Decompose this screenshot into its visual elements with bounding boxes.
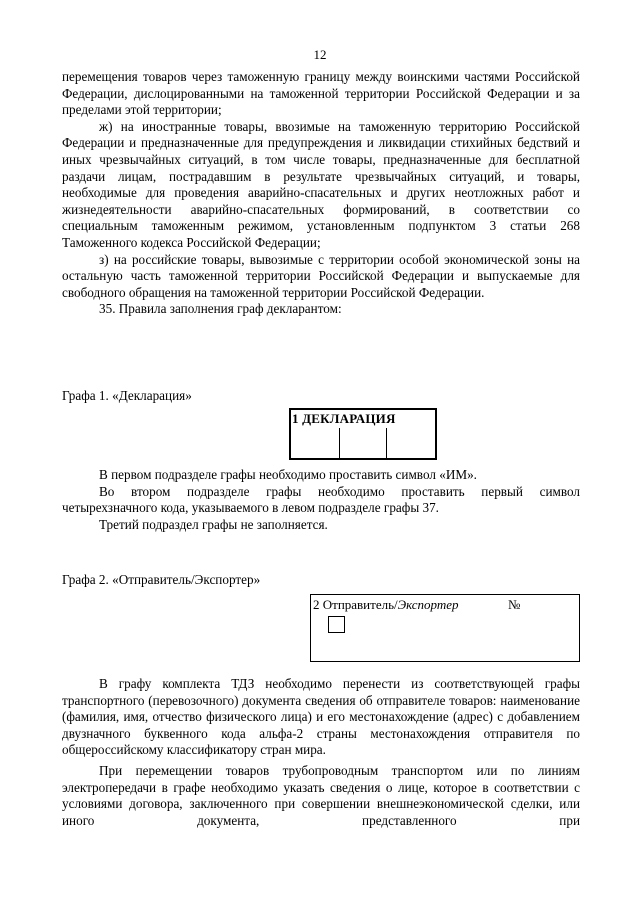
paragraph-continuation: перемещения товаров через таможенную границу между воинскими частями Российской Федерации, дислоцированными на таможенной территории Российской Федерации и за пределами этой территории; — [62, 69, 580, 118]
paragraph-item-zh: ж) на иностранные товары, ввозимые на таможенную территорию Российской Федерации и предназначенные для предупреждения и ликвидации стихийных бедствий и иных чрезвычайных ситуаций, в том числе товары, предназначенные для бесплатной раздачи лицам, пострадавшим в результате чрезвычайных ситуаций, и товары, необходимые для проведения аварийно-спасательных и других неотложных работ и жизнедеятельности аварийно-спасательных формирований, в соответствии со специальным таможенным режимом, установленным подпунктом 3 статьи 268 Таможенного кодекса Российской Федерации; — [62, 118, 580, 250]
sender-exporter-box — [310, 594, 580, 662]
paragraph-item-z: з) на российские товары, вывозимые с территории особой экономической зоны на остальную часть таможенной территории Российской Федерации и выпускаемые для свободного обращения на таможенной территории Российской Федерации. — [62, 251, 580, 300]
grafa1-paragraph: Третий подраздел графы не заполняется. — [99, 516, 328, 532]
sender-box-title: 2 Отправитель/Экспортер — [313, 597, 459, 612]
grafa2-text-block — [62, 676, 580, 829]
top-text-block — [62, 69, 580, 318]
declaration-divider — [386, 428, 387, 458]
paragraph-rule-35: 35. Правила заполнения граф декларантом: — [99, 301, 342, 317]
declaration-divider — [339, 428, 340, 458]
grafa2-paragraph: В графу комплекта ТДЗ необходимо перенести из соответствующей графы транспортного (перевозочного) документа сведения об отправителе товаров: наименование (фамилия, имя, отчество физического лица) и его местонахождение (адрес) с добавлением двузначного буквенного кода альфа-2 страны местонахождения отправителя по общероссийскому классификатору стран мира. — [62, 676, 580, 758]
grafa1-text-block — [62, 467, 580, 533]
grafa2-paragraph: При перемещении товаров трубопроводным транспортом или по линиям электропередачи в графе необходимо указать сведения о лице, которое в соответствии с условиями договора, заключенного при совершении внешнеэкономической сделки, или иного документа, представленного при — [62, 762, 580, 828]
grafa1-paragraph: Во втором подразделе графы необходимо проставить первый символ четырехзначного кода, указываемого в левом подразделе графы 37. — [62, 483, 580, 516]
page-number: 12 — [313, 47, 327, 62]
declaration-box-title: 1 ДЕКЛАРАЦИЯ — [292, 411, 396, 426]
grafa2-heading: Графа 2. «Отправитель/Экспортер» — [62, 572, 261, 587]
grafa1-paragraph: В первом подразделе графы необходимо проставить символ «ИМ». — [99, 467, 477, 482]
sender-number-label: № — [508, 597, 521, 612]
declaration-box — [289, 408, 437, 460]
grafa1-heading: Графа 1. «Декларация» — [62, 388, 192, 403]
sender-checkbox — [328, 616, 345, 633]
